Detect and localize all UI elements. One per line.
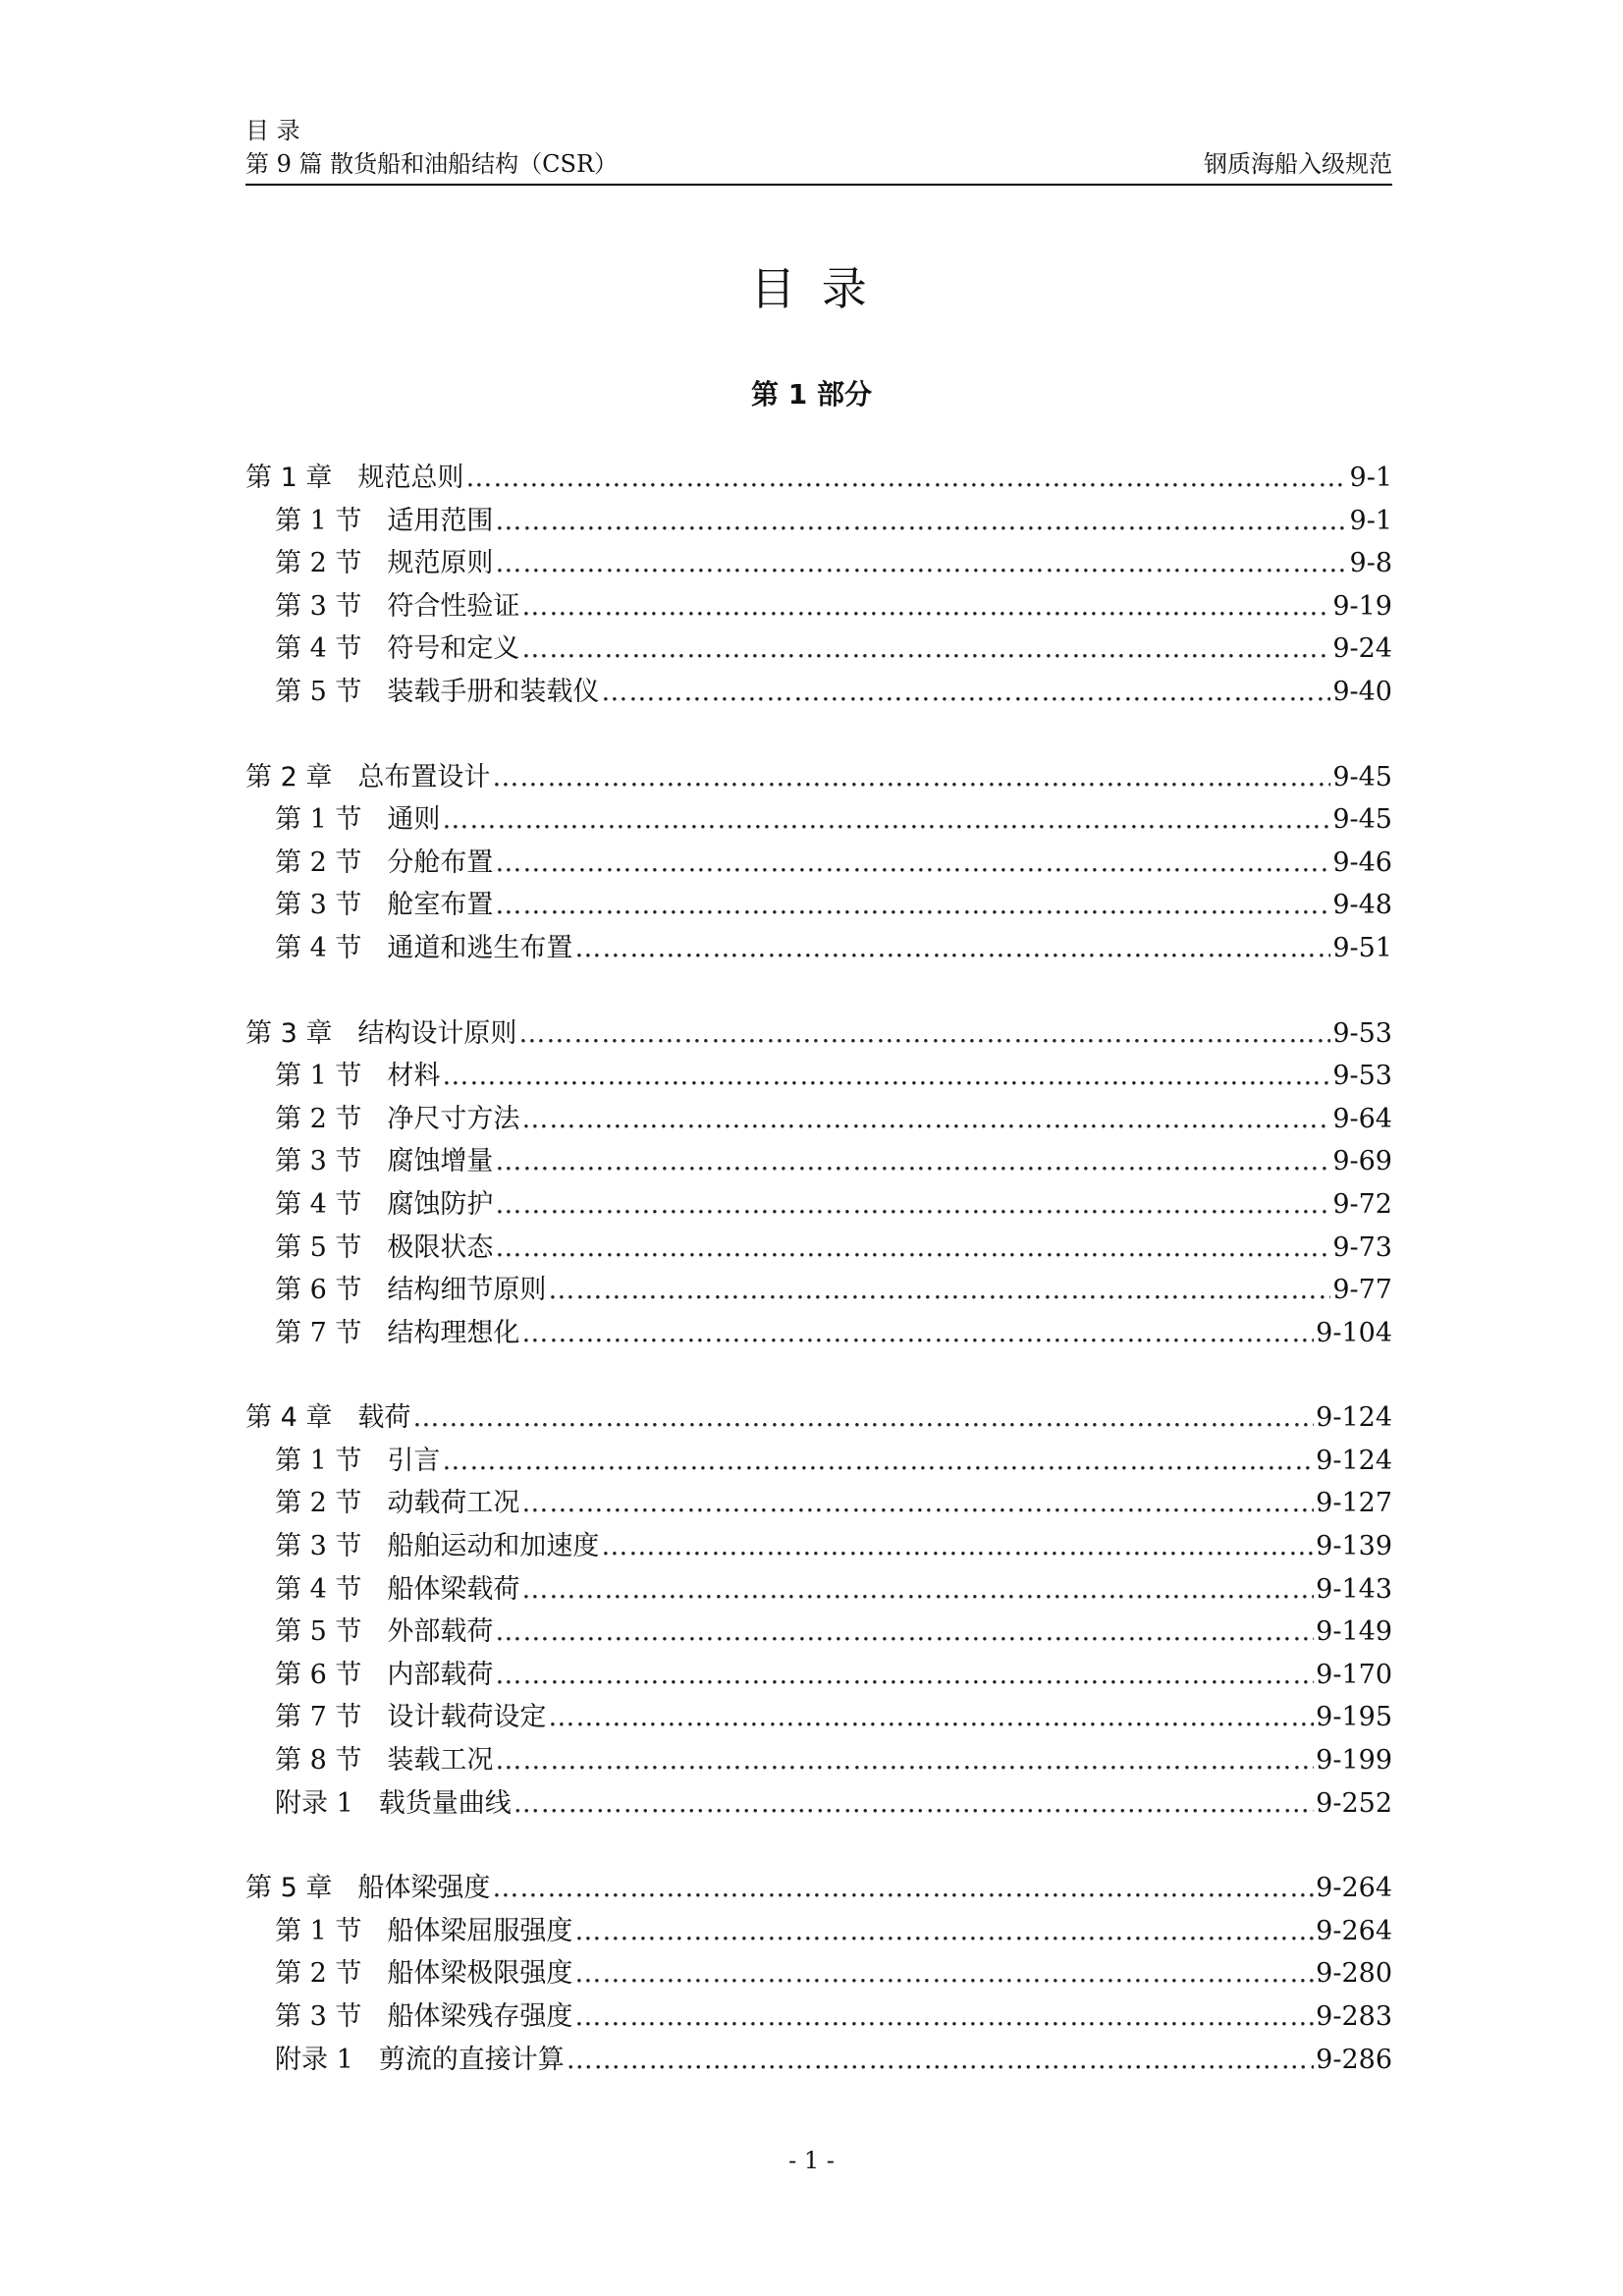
section-title: 船体梁残存强度 bbox=[387, 2001, 573, 2032]
dot-leader bbox=[521, 1104, 1330, 1134]
chapter-page-number: 9-53 bbox=[1332, 1017, 1392, 1049]
section-page-number: 9-199 bbox=[1316, 1745, 1392, 1777]
chapter-block bbox=[245, 1011, 1392, 1354]
section-title: 符号和定义 bbox=[387, 633, 520, 665]
section-page-number: 9-195 bbox=[1316, 1702, 1392, 1733]
section-label: 第 7 节 bbox=[275, 1317, 362, 1348]
section-label: 第 8 节 bbox=[275, 1745, 362, 1777]
dot-leader bbox=[521, 1318, 1314, 1348]
dot-leader bbox=[574, 933, 1330, 963]
dot-leader bbox=[442, 1061, 1330, 1091]
toc-section-entry[interactable] bbox=[245, 1182, 1392, 1226]
dot-leader bbox=[601, 677, 1330, 707]
section-label: 第 5 节 bbox=[275, 1231, 362, 1263]
dot-leader bbox=[521, 1574, 1314, 1605]
toc-section-entry[interactable] bbox=[245, 584, 1392, 628]
section-page-number: 9-8 bbox=[1349, 548, 1392, 579]
section-label: 第 3 节 bbox=[275, 1531, 362, 1562]
header-volume-title: 第 9 篇 散货船和油船结构（CSR） bbox=[245, 150, 619, 178]
section-title: 设计载荷设定 bbox=[387, 1702, 547, 1733]
section-label: 第 5 节 bbox=[275, 1616, 362, 1648]
section-label: 第 4 节 bbox=[275, 633, 362, 665]
toc-section-entry[interactable] bbox=[245, 499, 1392, 542]
section-label: 第 1 节 bbox=[275, 505, 362, 536]
section-label: 第 6 节 bbox=[275, 1275, 362, 1306]
section-page-number: 9-72 bbox=[1332, 1188, 1392, 1220]
toc-section-entry[interactable] bbox=[245, 541, 1392, 584]
toc-section-entry[interactable] bbox=[245, 1738, 1392, 1781]
section-title: 腐蚀防护 bbox=[387, 1188, 494, 1220]
section-page-number: 9-104 bbox=[1316, 1317, 1392, 1348]
header-book-title: 钢质海船入级规范 bbox=[1204, 150, 1392, 178]
toc-chapter-entry[interactable] bbox=[245, 1011, 1392, 1055]
section-title: 装载工况 bbox=[387, 1745, 494, 1777]
toc-section-entry[interactable] bbox=[245, 1653, 1392, 1696]
chapter-page-number: 9-124 bbox=[1316, 1402, 1392, 1434]
chapter-label: 第 5 章 bbox=[245, 1873, 333, 1904]
chapter-block bbox=[245, 1395, 1392, 1824]
section-label: 第 3 节 bbox=[275, 1146, 362, 1177]
section-title: 适用范围 bbox=[387, 505, 494, 536]
section-page-number: 9-51 bbox=[1332, 932, 1392, 963]
chapter-label: 第 1 章 bbox=[245, 463, 333, 493]
dot-leader bbox=[495, 1146, 1330, 1176]
dot-leader bbox=[514, 1788, 1314, 1819]
dot-leader bbox=[495, 548, 1347, 578]
section-title: 外部载荷 bbox=[387, 1616, 494, 1648]
toc-section-entry[interactable] bbox=[245, 1610, 1392, 1653]
toc-section-entry[interactable] bbox=[245, 1909, 1392, 1952]
dot-leader bbox=[567, 2045, 1314, 2075]
toc-section-entry[interactable] bbox=[245, 1524, 1392, 1567]
dot-leader bbox=[495, 506, 1347, 536]
section-title: 通道和逃生布置 bbox=[387, 932, 573, 963]
toc-section-entry[interactable] bbox=[245, 1781, 1392, 1825]
header-row bbox=[245, 147, 1392, 181]
section-label: 第 5 节 bbox=[275, 676, 362, 707]
section-page-number: 9-127 bbox=[1316, 1488, 1392, 1519]
chapter-page-number: 9-1 bbox=[1349, 463, 1392, 493]
section-label: 第 2 节 bbox=[275, 847, 362, 878]
section-label: 第 1 节 bbox=[275, 1915, 362, 1946]
chapter-block bbox=[245, 456, 1392, 713]
dot-leader bbox=[495, 1745, 1314, 1776]
section-label: 第 4 节 bbox=[275, 932, 362, 963]
chapter-label: 第 3 章 bbox=[245, 1017, 333, 1049]
section-label: 第 7 节 bbox=[275, 1702, 362, 1733]
section-page-number: 9-46 bbox=[1332, 847, 1392, 878]
dot-leader bbox=[574, 1958, 1314, 1989]
dot-leader bbox=[548, 1702, 1314, 1732]
section-page-number: 9-48 bbox=[1332, 890, 1392, 921]
section-title: 剪流的直接计算 bbox=[378, 2044, 565, 2075]
dot-leader bbox=[521, 633, 1330, 664]
toc-chapter-entry[interactable] bbox=[245, 1866, 1392, 1909]
toc-chapter-entry[interactable] bbox=[245, 1395, 1392, 1439]
toc-section-entry[interactable] bbox=[245, 1481, 1392, 1524]
section-label: 附录 1 bbox=[275, 2044, 353, 2075]
toc-section-entry[interactable] bbox=[245, 1995, 1392, 2038]
chapter-label: 第 4 章 bbox=[245, 1402, 333, 1434]
section-page-number: 9-143 bbox=[1316, 1573, 1392, 1605]
dot-leader bbox=[465, 463, 1347, 493]
dot-leader bbox=[495, 1232, 1330, 1263]
section-label: 第 4 节 bbox=[275, 1573, 362, 1605]
section-title: 通则 bbox=[387, 804, 441, 836]
toc-section-entry[interactable] bbox=[245, 841, 1392, 884]
section-page-number: 9-124 bbox=[1316, 1445, 1392, 1476]
page-number: - 1 - bbox=[788, 2147, 835, 2174]
toc-section-entry[interactable] bbox=[245, 1311, 1392, 1354]
dot-leader bbox=[521, 1488, 1314, 1518]
header-rule bbox=[245, 184, 1392, 186]
section-page-number: 9-1 bbox=[1349, 505, 1392, 536]
section-title: 材料 bbox=[387, 1061, 441, 1092]
dot-leader bbox=[521, 591, 1330, 622]
section-title: 腐蚀增量 bbox=[387, 1146, 494, 1177]
toc-chapter-entry[interactable] bbox=[245, 755, 1392, 798]
dot-leader bbox=[548, 1275, 1330, 1305]
toc-section-entry[interactable] bbox=[245, 670, 1392, 713]
section-label: 第 3 节 bbox=[275, 2001, 362, 2032]
section-page-number: 9-149 bbox=[1316, 1616, 1392, 1648]
dot-leader bbox=[574, 1916, 1314, 1946]
section-title: 符合性验证 bbox=[387, 590, 520, 622]
dot-leader bbox=[442, 804, 1330, 835]
chapter-title: 总布置设计 bbox=[357, 761, 491, 793]
section-page-number: 9-40 bbox=[1332, 676, 1392, 707]
section-label: 第 2 节 bbox=[275, 1103, 362, 1134]
section-title: 船舶运动和加速度 bbox=[387, 1531, 600, 1562]
section-label: 第 2 节 bbox=[275, 1958, 362, 1990]
section-page-number: 9-19 bbox=[1332, 590, 1392, 622]
dot-leader bbox=[518, 1018, 1330, 1049]
section-label: 第 3 节 bbox=[275, 590, 362, 622]
dot-leader bbox=[601, 1531, 1314, 1561]
header-section-name: 目 录 bbox=[245, 117, 300, 144]
section-label: 第 1 节 bbox=[275, 1061, 362, 1092]
chapter-title: 规范总则 bbox=[357, 463, 464, 493]
chapter-title: 结构设计原则 bbox=[357, 1017, 517, 1049]
dot-leader bbox=[495, 890, 1330, 920]
section-page-number: 9-77 bbox=[1332, 1275, 1392, 1306]
dot-leader bbox=[495, 1189, 1330, 1220]
dot-leader bbox=[495, 1616, 1314, 1647]
section-title: 分舱布置 bbox=[387, 847, 494, 878]
section-page-number: 9-24 bbox=[1332, 633, 1392, 665]
section-title: 结构理想化 bbox=[387, 1317, 520, 1348]
section-page-number: 9-139 bbox=[1316, 1531, 1392, 1562]
dot-leader bbox=[492, 1873, 1314, 1903]
toc-section-entry[interactable] bbox=[245, 1567, 1392, 1611]
chapter-title: 船体梁强度 bbox=[357, 1873, 491, 1904]
section-label: 第 6 节 bbox=[275, 1659, 362, 1690]
toc-chapter-entry[interactable] bbox=[245, 456, 1392, 499]
page-title: 目 录 bbox=[750, 262, 873, 315]
section-page-number: 9-286 bbox=[1316, 2044, 1392, 2075]
table-of-contents bbox=[245, 456, 1392, 2122]
toc-section-entry[interactable] bbox=[245, 2038, 1392, 2081]
toc-section-entry[interactable] bbox=[245, 1226, 1392, 1269]
chapter-block bbox=[245, 755, 1392, 969]
dot-leader bbox=[412, 1402, 1314, 1433]
part-heading: 第 1 部分 bbox=[751, 378, 872, 410]
section-page-number: 9-283 bbox=[1316, 2001, 1392, 2032]
toc-section-entry[interactable] bbox=[245, 797, 1392, 841]
chapter-block bbox=[245, 1866, 1392, 2080]
toc-section-entry[interactable] bbox=[245, 627, 1392, 670]
section-page-number: 9-69 bbox=[1332, 1146, 1392, 1177]
dot-leader bbox=[442, 1446, 1314, 1476]
chapter-title: 载荷 bbox=[357, 1402, 411, 1434]
section-title: 结构细节原则 bbox=[387, 1275, 547, 1306]
section-page-number: 9-45 bbox=[1332, 804, 1392, 836]
section-title: 船体梁载荷 bbox=[387, 1573, 520, 1605]
section-label: 第 2 节 bbox=[275, 548, 362, 579]
section-title: 装载手册和装载仪 bbox=[387, 676, 600, 707]
section-title: 净尺寸方法 bbox=[387, 1103, 520, 1134]
toc-section-entry[interactable] bbox=[245, 1097, 1392, 1140]
section-label: 第 2 节 bbox=[275, 1488, 362, 1519]
section-page-number: 9-264 bbox=[1316, 1915, 1392, 1946]
dot-leader bbox=[495, 847, 1330, 878]
toc-section-entry[interactable] bbox=[245, 1054, 1392, 1097]
running-header bbox=[245, 114, 1392, 181]
dot-leader bbox=[574, 2001, 1314, 2032]
section-page-number: 9-252 bbox=[1316, 1787, 1392, 1819]
toc-section-entry[interactable] bbox=[245, 1951, 1392, 1995]
section-page-number: 9-53 bbox=[1332, 1061, 1392, 1092]
toc-section-entry[interactable] bbox=[245, 1139, 1392, 1182]
section-page-number: 9-73 bbox=[1332, 1231, 1392, 1263]
toc-section-entry[interactable] bbox=[245, 926, 1392, 969]
section-title: 引言 bbox=[387, 1445, 441, 1476]
chapter-page-number: 9-45 bbox=[1332, 761, 1392, 793]
section-title: 船体梁极限强度 bbox=[387, 1958, 573, 1990]
section-title: 极限状态 bbox=[387, 1231, 494, 1263]
section-label: 第 3 节 bbox=[275, 890, 362, 921]
section-title: 船体梁屈服强度 bbox=[387, 1915, 573, 1946]
section-page-number: 9-64 bbox=[1332, 1103, 1392, 1134]
toc-section-entry[interactable] bbox=[245, 883, 1392, 926]
section-label: 第 1 节 bbox=[275, 1445, 362, 1476]
section-page-number: 9-170 bbox=[1316, 1659, 1392, 1690]
section-label: 附录 1 bbox=[275, 1787, 353, 1819]
toc-section-entry[interactable] bbox=[245, 1439, 1392, 1482]
section-title: 载货量曲线 bbox=[378, 1787, 512, 1819]
toc-section-entry[interactable] bbox=[245, 1268, 1392, 1311]
section-label: 第 1 节 bbox=[275, 804, 362, 836]
chapter-page-number: 9-264 bbox=[1316, 1873, 1392, 1904]
toc-section-entry[interactable] bbox=[245, 1695, 1392, 1738]
section-title: 内部载荷 bbox=[387, 1659, 494, 1690]
section-title: 规范原则 bbox=[387, 548, 494, 579]
section-page-number: 9-280 bbox=[1316, 1958, 1392, 1990]
section-title: 舱室布置 bbox=[387, 890, 494, 921]
dot-leader bbox=[495, 1660, 1314, 1690]
section-label: 第 4 节 bbox=[275, 1188, 362, 1220]
chapter-label: 第 2 章 bbox=[245, 761, 333, 793]
section-title: 动载荷工况 bbox=[387, 1488, 520, 1519]
dot-leader bbox=[492, 762, 1330, 793]
